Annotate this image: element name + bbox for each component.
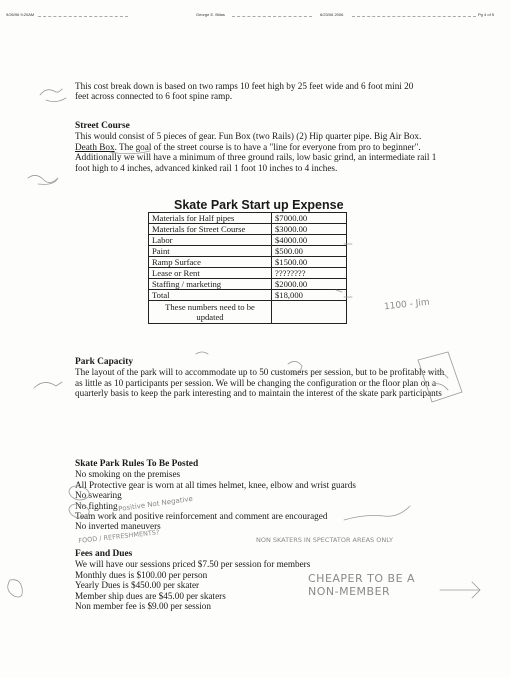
- expense-note: These numbers need to be updated: [165, 302, 255, 322]
- expense-row: [149, 268, 347, 279]
- rule-item: Team work and positive reinforcement and comment are encouraged: [75, 511, 328, 522]
- expense-row: [149, 257, 347, 268]
- header-divider: [38, 16, 128, 17]
- expense-value: $500.00: [272, 246, 347, 257]
- header-date: 6/23/06 2006: [320, 12, 344, 17]
- expense-label: Total: [149, 290, 272, 301]
- rules-heading: Skate Park Rules To Be Posted: [75, 459, 199, 469]
- capacity-section: [75, 357, 453, 399]
- expense-row: [149, 224, 347, 235]
- expense-row: [149, 279, 347, 290]
- fee-item: Member ship dues are $45.00 per skaters: [75, 590, 226, 601]
- expense-value: $18,000: [272, 290, 347, 301]
- expense-label: Materials for Half pipes: [149, 213, 272, 224]
- scribble-mark: [34, 382, 62, 388]
- expense-title: Skate Park Start up Expense: [174, 198, 344, 212]
- fee-item: Non member fee is $9.00 per session: [75, 601, 211, 612]
- expense-note-empty: [272, 301, 347, 324]
- handwritten-food-note: FOOD / REFRESHMENTS?: [77, 528, 160, 545]
- expense-label: Staffing / marketing: [149, 279, 272, 290]
- scribble-mark: [196, 352, 208, 354]
- fee-item: Monthly dues is $100.00 per person: [75, 569, 208, 580]
- capacity-heading: Park Capacity: [75, 357, 134, 367]
- expense-value: $2000.00: [272, 279, 347, 290]
- expense-row: [149, 290, 347, 301]
- death-box-term: Death Box: [75, 141, 115, 152]
- street-course-text-b: . The goal of the street course is to have a "line for everyone from pro to beginner". Additionally we will have a minimum of three ground rails, low basic grind, an intermediate rail 1 foot high to 4 inches, advanced kinked rail 1 foot 10 inches to 4 inches.: [75, 141, 437, 173]
- expense-label: Lease or Rent: [149, 268, 272, 279]
- rule-item: No swearing: [75, 490, 122, 501]
- rule-item: No inverted maneuvers: [75, 521, 161, 532]
- header-divider: [232, 16, 312, 17]
- expense-note-row: [149, 301, 347, 324]
- capacity-text: The layout of the park will to accommodate up to 50 customers per session, but to be profitable with as little as 10 participants per session. We will be changing the configuration or the floor plan on a quarterly basis to keep the park interesting and to maintain the interest of the skate park participants: [75, 367, 445, 399]
- expense-table: [148, 212, 347, 324]
- scribble-mark: [46, 98, 66, 102]
- rule-item: No fighting: [75, 500, 118, 511]
- header-author: George E. Bilias: [196, 12, 225, 17]
- scribble-mark: [8, 580, 23, 597]
- arrow-mark: [440, 582, 480, 598]
- expense-value: ????????: [272, 268, 347, 279]
- scribble-mark: [40, 89, 62, 95]
- intro-paragraph: [75, 81, 427, 102]
- expense-row: [149, 235, 347, 246]
- rule-item: All Protective gear is worn at all times helmet, knee, elbow and wrist guards: [75, 479, 356, 490]
- expense-note-cell: [149, 301, 272, 324]
- expense-label: Ramp Surface: [149, 257, 272, 268]
- rules-list: [75, 469, 415, 531]
- expense-row: [149, 213, 347, 224]
- expense-value: $3000.00: [272, 224, 347, 235]
- expense-label: Labor: [149, 235, 272, 246]
- street-course-text-a: This would consist of 5 pieces of gear. Fun Box (two Rails) (2) Hip quarter pipe. Big Air Box.: [75, 131, 422, 142]
- fee-item: Yearly Dues is $450.00 per skater: [75, 580, 200, 591]
- intro-text: This cost break down is based on two ramps 10 feet high by 25 feet wide and 6 foot mini 20 feet across connected to 6 foot spine ramp.: [75, 81, 414, 102]
- header-divider: [352, 16, 476, 17]
- expense-value: $1500.00: [272, 257, 347, 268]
- expense-value: $7000.00: [272, 213, 347, 224]
- expense-value: $4000.00: [272, 235, 347, 246]
- expense-label: Paint: [149, 246, 272, 257]
- handwritten-positive-note: Positive Not Negative: [117, 494, 194, 514]
- street-course-heading: Street Course: [75, 121, 130, 131]
- handwritten-amount-note: 1100 - Jim: [383, 297, 431, 313]
- street-course-text: [75, 131, 443, 173]
- fee-item: We will have our sessions priced $7.50 per session for members: [75, 559, 311, 570]
- header-timestamp: 9/26/96 9:20AM: [6, 12, 35, 17]
- rules-section: [75, 459, 415, 532]
- scribble-mark: [28, 175, 58, 184]
- fees-heading: Fees and Dues: [75, 549, 133, 559]
- handwritten-cheaper-note: CHEAPER TO BE A NON-MEMBER: [308, 572, 416, 598]
- header-page-number: Pg 4 of 5: [478, 12, 495, 17]
- handwritten-non-skaters-note: NON SKATERS IN SPECTATOR AREAS ONLY: [256, 536, 393, 544]
- expense-label: Materials for Street Course: [149, 224, 272, 235]
- street-course-section: [75, 121, 443, 173]
- expense-row: [149, 246, 347, 257]
- rule-item: No smoking on the premises: [75, 469, 181, 480]
